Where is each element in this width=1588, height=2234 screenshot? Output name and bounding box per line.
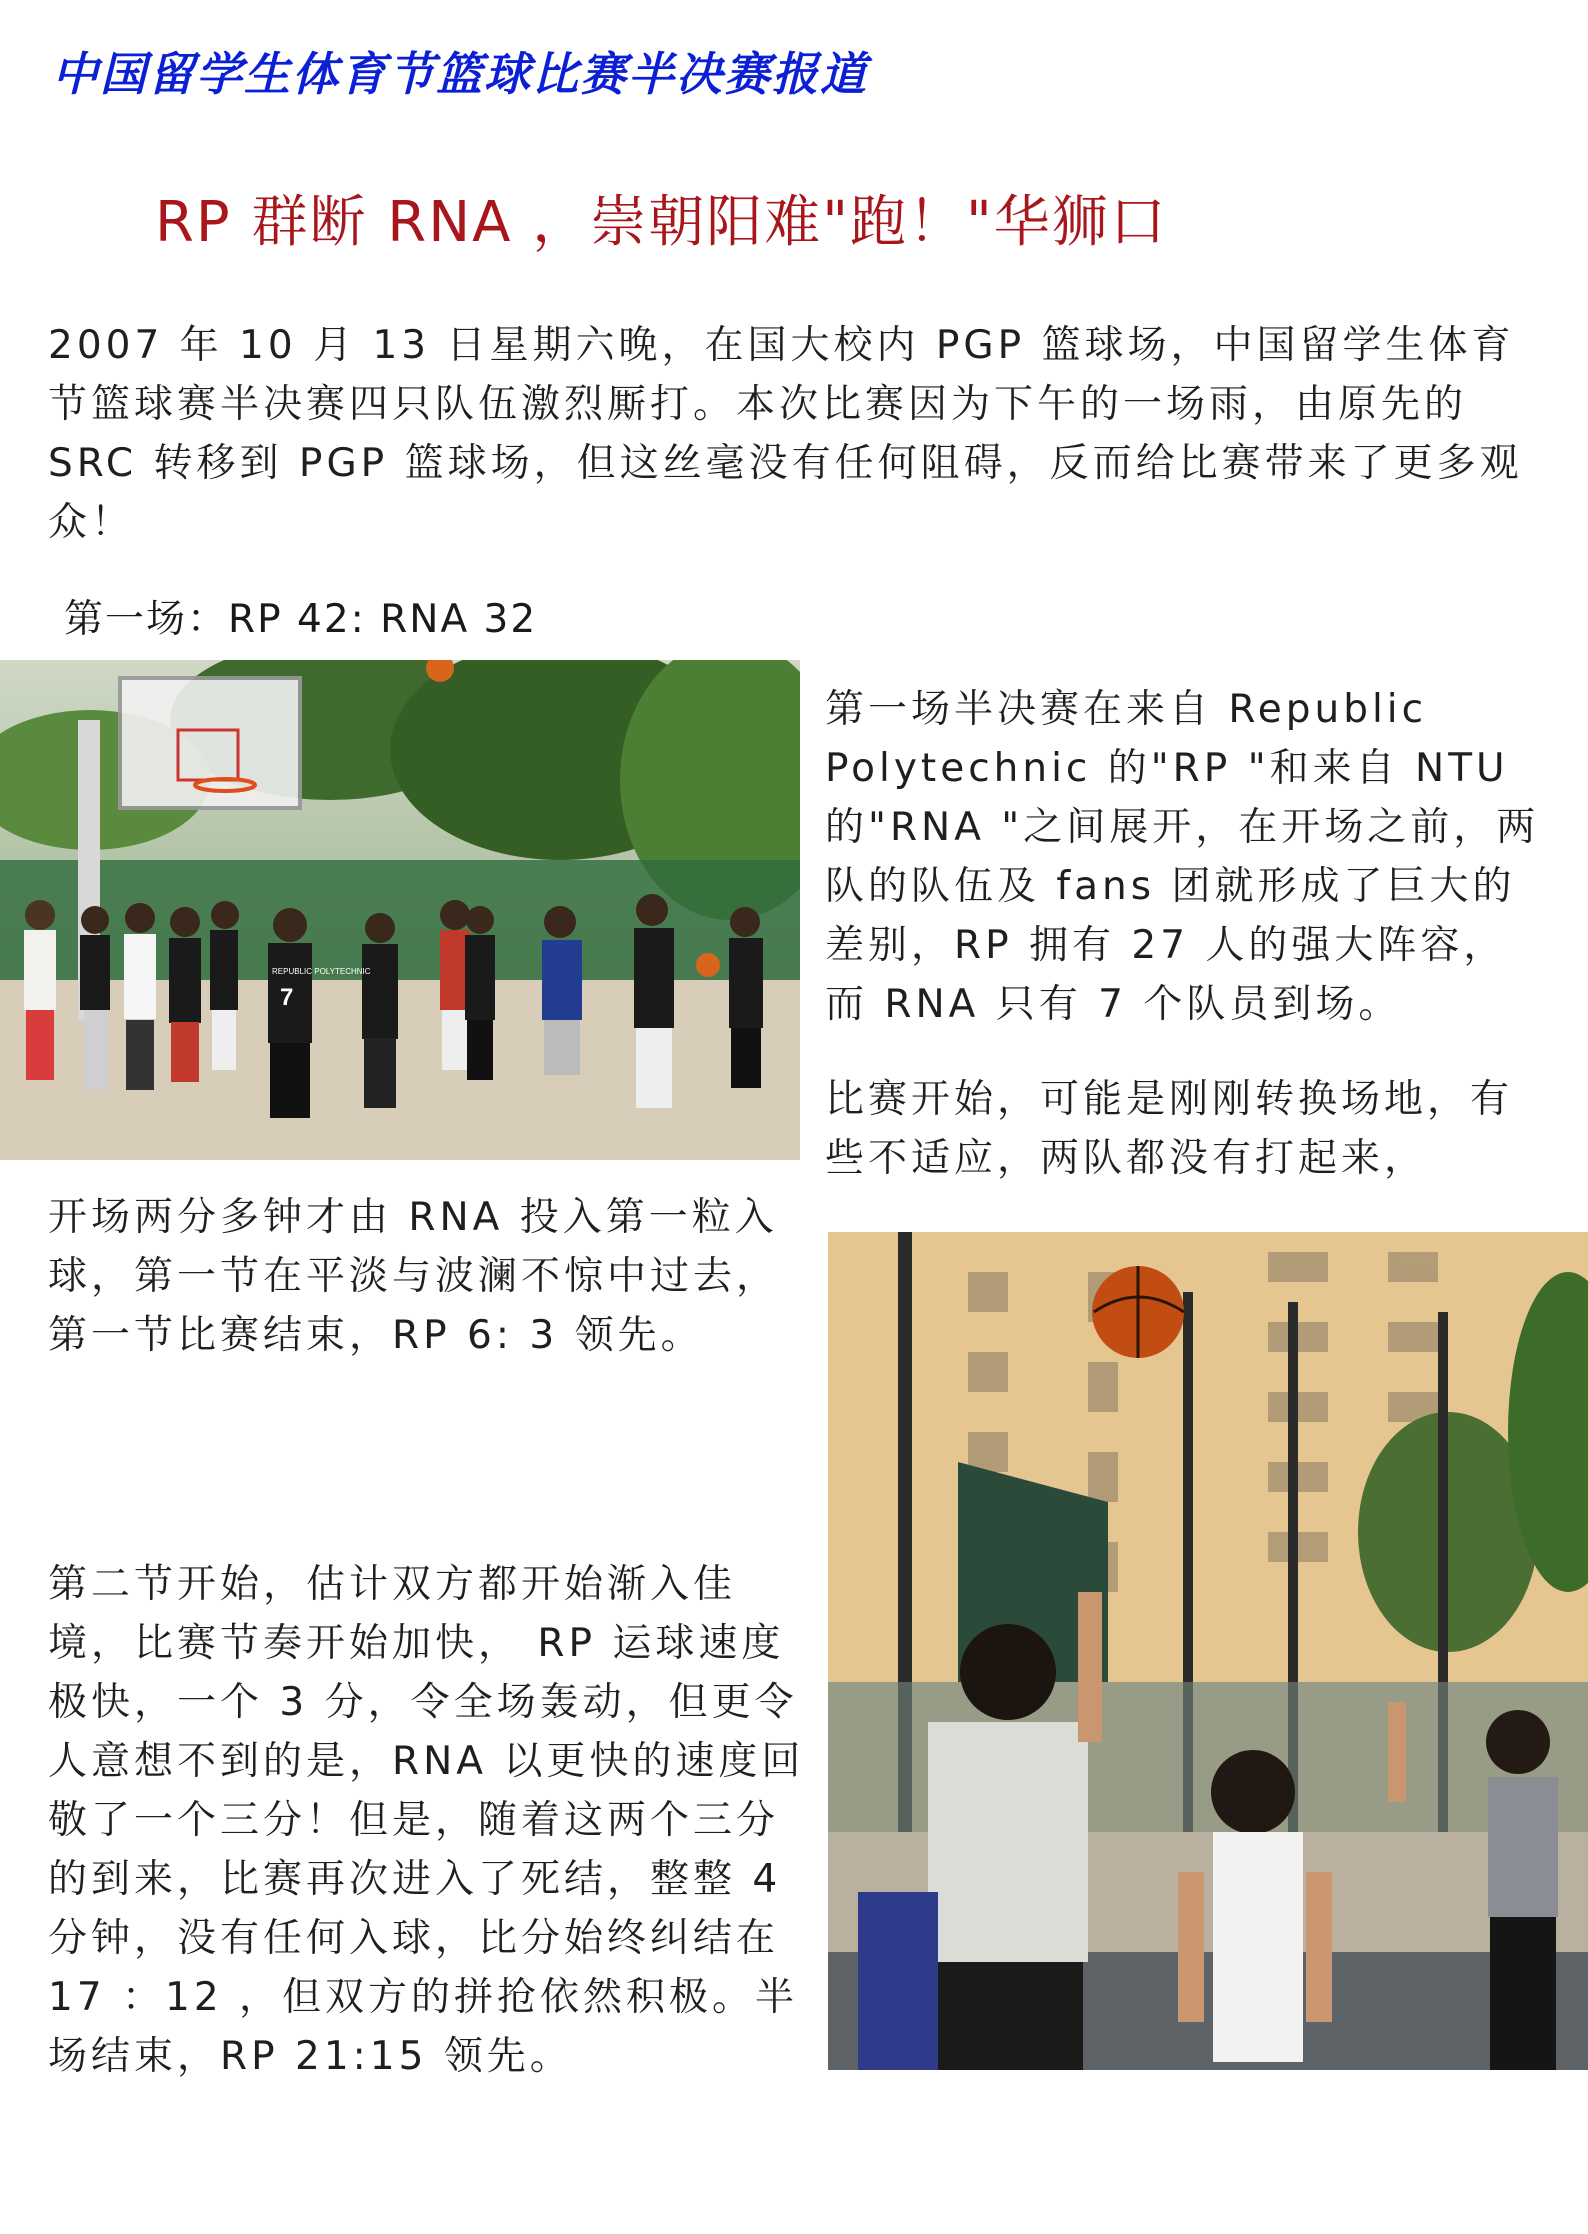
photo-team-court — [0, 660, 800, 1160]
game1-score: 第一场：RP 42: RNA 32 — [64, 597, 538, 642]
intro-paragraph: 2007 年 10 月 13 日星期六晚，在国大校内 PGP 篮球场，中国留学生体育节篮球赛半决赛四只队伍激烈厮打。本次比赛因为下午的一场雨，由原先的 SRC 转移到 PGP 篮球场，但这丝毫没有任何阻碍，反而给比赛带来了更多观众！ — [48, 323, 1523, 545]
article-headline: RP 群断 RNA ，崇朝阳难"跑！"华狮口 — [155, 190, 1168, 255]
jersey-text: REPUBLIC POLYTECHNIC — [272, 967, 371, 976]
game1-paragraph-first-quarter: 开场两分多钟才由 RNA 投入第一粒入球，第一节在平淡与波澜不惊中过去，第一节比赛结束，RP 6: 3 领先。 — [48, 1195, 780, 1358]
game1-paragraph-intro: 第一场半决赛在来自 Republic Polytechnic 的"RP "和来自 NTU 的"RNA "之间展开，在开场之前，两队的队伍及 fans 团就形成了巨大的差别，RP 拥有 27 人的强大阵容，而 RNA 只有 7 个队员到场。 — [825, 687, 1540, 1027]
game1-paragraph-second-quarter: 第二节开始，估计双方都开始渐入佳境，比赛节奏开始加快， RP 运球速度极快，一个 3 分，令全场轰动，但更令人意想不到的是，RNA 以更快的速度回敬了一个三分！但是，随着这两个三分的到来，比赛再次进入了死结，整整 4 分钟，没有任何入球，比分始终纠结在 17 ：12 ，但双方的拼抢依然积极。半场结束，RP 21:15 领先。 — [48, 1562, 805, 2079]
newsletter-header: 中国留学生体育节篮球比赛半决赛报道 — [52, 47, 868, 101]
jersey-number: 7 — [280, 984, 294, 1011]
game1-paragraph-start: 比赛开始，可能是刚刚转换场地，有些不适应，两队都没有打起来， — [825, 1077, 1514, 1181]
photo-jump-shot — [828, 1232, 1588, 2070]
